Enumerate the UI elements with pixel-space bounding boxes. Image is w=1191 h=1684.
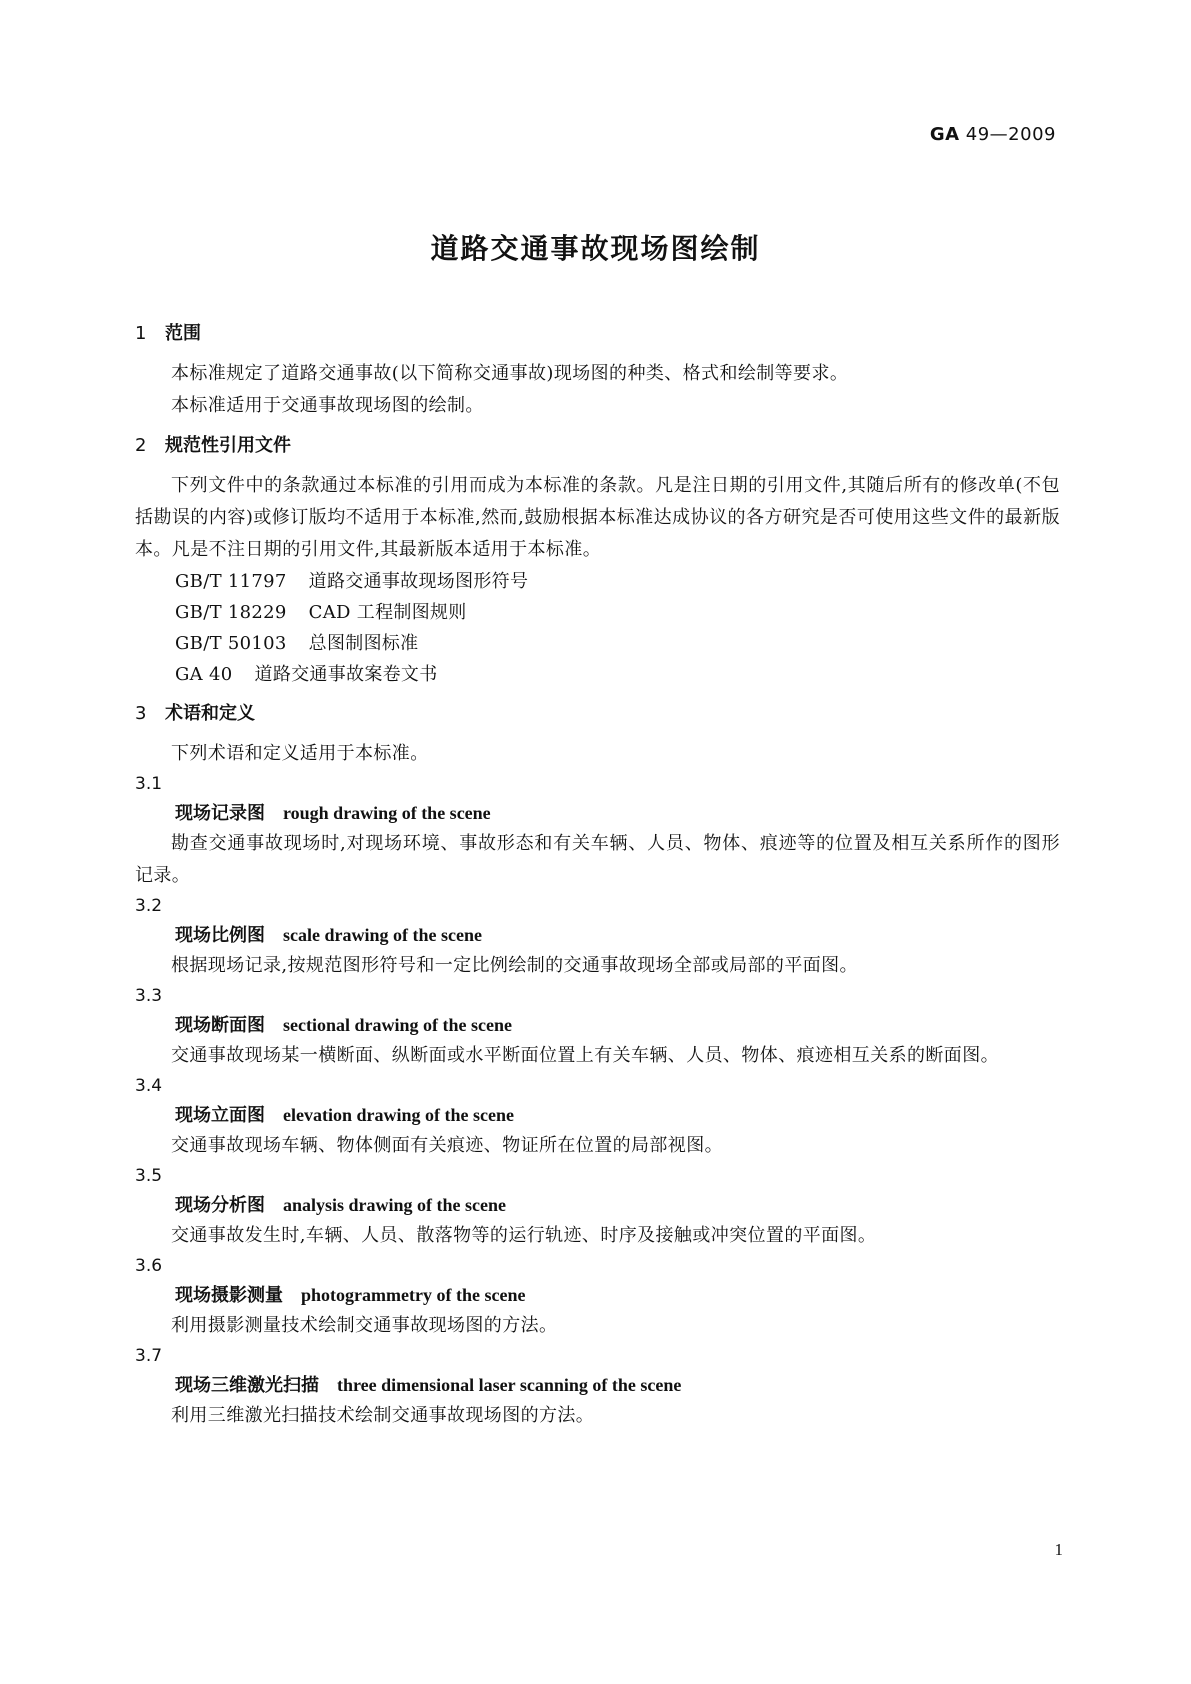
term-en: elevation drawing of the scene	[283, 1105, 514, 1125]
page-number: 1	[1054, 1540, 1063, 1559]
term-en: photogrammetry of the scene	[301, 1285, 526, 1305]
term-en: sectional drawing of the scene	[283, 1015, 512, 1035]
reference-name: 道路交通事故现场图形符号	[308, 571, 529, 592]
paragraph: 下列术语和定义适用于本标准。	[171, 743, 429, 764]
paragraph: 本标准适用于交通事故现场图的绘制。	[171, 395, 484, 416]
term-number: 3.7	[135, 1346, 163, 1366]
document-title: 道路交通事故现场图绘制	[430, 232, 761, 265]
term-zh: 现场记录图	[175, 803, 265, 824]
term-definition: 交通事故现场某一横断面、纵断面或水平断面位置上有关车辆、人员、物体、痕迹相互关系的断面图。	[171, 1045, 999, 1066]
term-heading	[135, 1190, 1060, 1220]
term-definition: 利用摄影测量技术绘制交通事故现场图的方法。	[171, 1315, 558, 1336]
reference-code: GB/T 50103	[175, 633, 287, 654]
section-number: 2	[135, 435, 147, 456]
term-zh: 现场比例图	[175, 925, 265, 946]
reference-name: CAD 工程制图规则	[308, 602, 467, 623]
term-en: analysis drawing of the scene	[283, 1195, 507, 1215]
reference-item	[135, 659, 1060, 690]
term-number: 3.4	[135, 1076, 163, 1096]
reference-code: GA 40	[175, 664, 233, 685]
document-body	[135, 322, 1060, 1432]
section-2-heading	[135, 434, 1060, 458]
reference-name: 道路交通事故案卷文书	[254, 664, 438, 685]
term-heading	[135, 920, 1060, 950]
reference-item	[135, 597, 1060, 628]
standard-code-prefix: GA	[929, 124, 960, 145]
term-number: 3.3	[135, 986, 163, 1006]
term-definition: 勘查交通事故现场时,对现场环境、事故形态和有关车辆、人员、物体、痕迹等的位置及相互关系所作的图形记录。	[135, 833, 1060, 886]
term-heading	[135, 1010, 1060, 1040]
term-en: scale drawing of the scene	[283, 925, 482, 945]
term-zh: 现场分析图	[175, 1195, 265, 1216]
term-definition: 利用三维激光扫描技术绘制交通事故现场图的方法。	[171, 1405, 595, 1426]
term-number: 3.5	[135, 1166, 163, 1186]
term-heading	[135, 1100, 1060, 1130]
section-number: 3	[135, 703, 147, 724]
term-definition: 交通事故发生时,车辆、人员、散落物等的运行轨迹、时序及接触或冲突位置的平面图。	[171, 1225, 877, 1246]
reference-name: 总图制图标准	[308, 633, 419, 654]
section-1-heading	[135, 322, 1060, 346]
term-number: 3.1	[135, 774, 163, 794]
term-en: rough drawing of the scene	[283, 803, 491, 823]
section-title: 术语和定义	[165, 703, 255, 724]
section-3-heading	[135, 702, 1060, 726]
section-title: 范围	[165, 323, 201, 344]
term-en: three dimensional laser scanning of the scene	[337, 1375, 682, 1395]
reference-item	[135, 566, 1060, 597]
term-number: 3.2	[135, 896, 163, 916]
term-definition: 根据现场记录,按规范图形符号和一定比例绘制的交通事故现场全部或局部的平面图。	[171, 955, 858, 976]
standard-code-number: 49—2009	[965, 124, 1056, 145]
reference-code: GB/T 11797	[175, 571, 287, 592]
section-number: 1	[135, 323, 147, 344]
term-number: 3.6	[135, 1256, 163, 1276]
standard-code	[930, 124, 1056, 145]
paragraph: 下列文件中的条款通过本标准的引用而成为本标准的条款。凡是注日期的引用文件,其随后所有的修改单(不包括勘误的内容)或修订版均不适用于本标准,然而,鼓励根据本标准达成协议的各方研究是否可使用这些文件的最新版本。凡是不注日期的引用文件,其最新版本适用于本标准。	[135, 475, 1060, 560]
term-heading	[135, 1370, 1060, 1400]
term-heading	[135, 1280, 1060, 1310]
term-definition: 交通事故现场车辆、物体侧面有关痕迹、物证所在位置的局部视图。	[171, 1135, 723, 1156]
term-zh: 现场三维激光扫描	[175, 1375, 319, 1396]
reference-item	[135, 628, 1060, 659]
reference-code: GB/T 18229	[175, 602, 287, 623]
term-zh: 现场断面图	[175, 1015, 265, 1036]
section-title: 规范性引用文件	[165, 435, 291, 456]
paragraph: 本标准规定了道路交通事故(以下简称交通事故)现场图的种类、格式和绘制等要求。	[171, 363, 849, 384]
term-heading	[135, 798, 1060, 828]
term-zh: 现场立面图	[175, 1105, 265, 1126]
term-zh: 现场摄影测量	[175, 1285, 283, 1306]
